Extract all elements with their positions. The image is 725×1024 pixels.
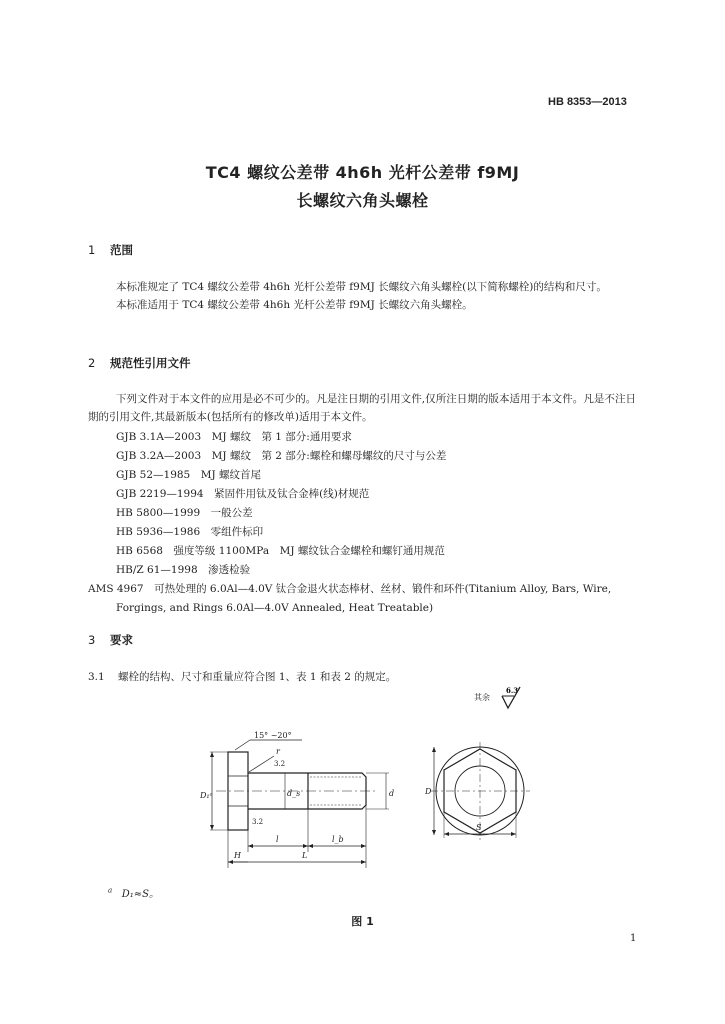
dim-D-label: D [425, 787, 432, 796]
note-marker: a [108, 886, 113, 895]
dim-lb-label: l_b [332, 835, 344, 844]
dim-s-label: S [476, 823, 482, 832]
dim-ds-label: d_s [287, 789, 301, 798]
section2-heading [88, 355, 191, 371]
section1-number: 1 [88, 243, 96, 257]
reference-item: GJB 52—1985 MJ 螺纹首尾 [116, 469, 262, 481]
section1-heading [88, 242, 133, 258]
bolt-drawing [190, 728, 540, 878]
reference-item: HB 5800—1999 一般公差 [116, 507, 253, 519]
document-title-line1: TC4 螺纹公差带 4h6h 光杆公差带 f9MJ [205, 163, 520, 182]
section2-number: 2 [88, 356, 96, 370]
note-text: D₁≈S。 [121, 889, 159, 900]
reference-item: GJB 3.1A—2003 MJ 螺纹 第 1 部分:通用要求 [116, 431, 352, 443]
section1-paragraph-2: 本标准适用于 TC4 螺纹公差带 4h6h 光杆公差带 f9MJ 长螺纹六角头螺栓。 [116, 299, 473, 311]
reference-item: HB/Z 61—1998 渗透检验 [116, 564, 251, 576]
reference-item: GJB 2219—1994 紧固件用钛及钛合金棒(线)材规范 [116, 488, 370, 500]
standard-code: HB 8353—2013 [548, 96, 627, 108]
figure-caption: 图 1 [351, 915, 374, 928]
roughness-note [474, 692, 490, 703]
roughness-label: 其余 [474, 693, 490, 702]
reference-list [88, 428, 638, 618]
reference-item: HB 5936—1986 零组件标印 [116, 526, 264, 538]
dim-h-label: H [234, 851, 241, 860]
section2-title: 规范性引用文件 [110, 356, 191, 370]
reference-item: GJB 3.2A—2003 MJ 螺纹 第 2 部分:螺栓和螺母螺纹的尺寸与公差 [116, 450, 447, 462]
section1-paragraph-1: 本标准规定了 TC4 螺纹公差带 4h6h 光杆公差带 f9MJ 长螺纹六角头螺栓(以下简称螺栓)的结构和尺寸。 [116, 281, 607, 293]
section2-intro [88, 390, 636, 426]
clause-number: 3.1 [88, 671, 105, 683]
section1-body [88, 278, 636, 314]
r-label: r [276, 747, 280, 756]
page-number: 1 [630, 933, 637, 944]
figure-note [108, 885, 159, 900]
section2-intro-text: 下列文件对于本文件的应用是必不可少的。凡是注日期的引用文件,仅所注日期的版本适用于本文件。凡是不注日期的引用文件,其最新版本(包括所有的修改单)适用于本文件。 [88, 393, 636, 423]
roughness-value: 6.3 [506, 686, 519, 695]
dim-l-label: l [276, 835, 279, 844]
angle-label: 15° ~20° [254, 731, 292, 740]
roughness-symbol-icon [498, 684, 528, 712]
surface-label-2: 3.2 [252, 818, 264, 826]
dim-l-total-label: L [302, 851, 308, 860]
surface-label-1: 3.2 [274, 760, 286, 768]
dim-d1-label: D₁ᵃ [200, 791, 213, 800]
dim-d-label: d [389, 789, 395, 798]
section1-title: 范围 [110, 243, 133, 257]
section3-heading [88, 632, 133, 648]
document-title-line2: 长螺纹六角头螺栓 [296, 191, 429, 210]
section3-number: 3 [88, 633, 96, 647]
reference-item: AMS 4967 可热处理的 6.0Al—4.0V 钛合金退火状态棒材、丝材、锻件和环件(Titanium Alloy, Bars, Wire, Forgings, and Rings 6.0Al—4.0V Annealed, Heat Treatable) [88, 583, 612, 614]
clause-3-1 [88, 669, 396, 684]
reference-item: HB 6568 强度等级 1100MPa MJ 螺纹钛合金螺栓和螺钉通用规范 [116, 545, 445, 557]
section3-title: 要求 [110, 633, 133, 647]
clause-text: 螺栓的结构、尺寸和重量应符合图 1、表 1 和表 2 的规定。 [118, 671, 397, 683]
